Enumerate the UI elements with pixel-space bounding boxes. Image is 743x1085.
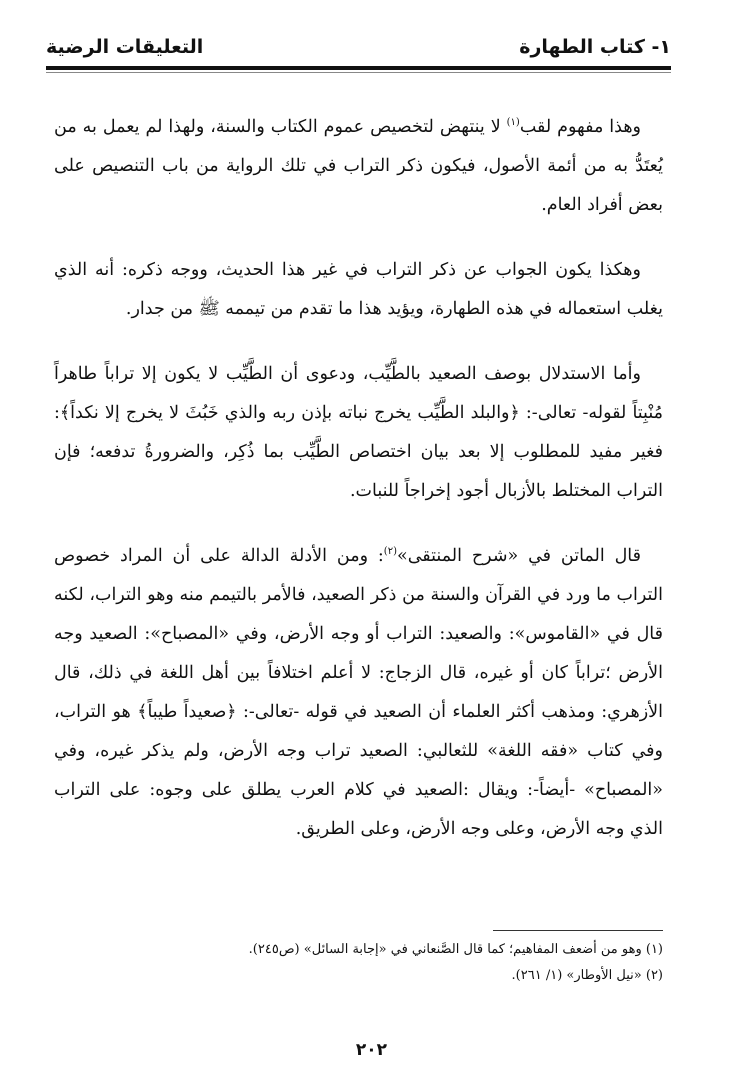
footnotes <box>80 930 663 989</box>
paragraph-4-text-b: : ومن الأدلة الدالة على أن المراد خصوص التراب ما ورد في القرآن والسنة من ذكر الصعيد، فالأمر بالتيمم منه وهو التراب، لكنه قال في «القاموس»: والصعيد: التراب أو وجه الأرض، وفي «المصباح»: الصعيد وجه الأرض ؛تراباً كان أو غيره، قال الزجاج: لا أعلم اختلافاً بين أهل اللغة في ذلك، قال الأزهري: ومذهب أكثر العلماء أن الصعيد في قوله -تعالى-: ﴿صعيداً طيباً﴾ هو التراب، وفي كتاب «فقه اللغة» للثعالبي: الصعيد تراب وجه الأرض، ولم يذكر غيره، وفي «المصباح» -أيضاً-: ويقال :الصعيد في كلام العرب يطلق على وجوه: على التراب الذي وجه الأرض، وعلى وجه الأرض، وعلى الطريق. <box>54 546 663 839</box>
page-number: ٢٠٢ <box>355 1040 388 1060</box>
footnote-ref-2: (٢) <box>383 546 397 558</box>
footnote-ref-1: (١) <box>506 117 520 129</box>
footnote-2: (٢) «نيل الأوطار» (١/ ٢٦١). <box>511 968 663 983</box>
header-divider-thin <box>46 72 671 73</box>
running-header <box>46 30 671 70</box>
paragraph-1-text-b: لا ينتهض لتخصيص عموم الكتاب والسنة، ولهذا لم يعمل به من يُعتَدُّ به من أئمة الأصول، فيكون ذكر التراب في تلك الرواية من باب التنصيص على بعض أفراد العام. <box>54 117 663 215</box>
footnote-1: (١) وهو من أضعف المفاهيم؛ كما قال الصَّنعاني في «إجابة السائل» (ص٢٤٥). <box>248 942 663 957</box>
paragraph-4 <box>54 537 663 849</box>
paragraph-2: وهكذا يكون الجواب عن ذكر التراب في غير هذا الحديث، ووجه ذكره: أنه الذي يغلب استعماله في هذه الطهارة، ويؤيد هذا ما تقدم من تيممه ﷺ من جدار. <box>54 260 663 319</box>
book-title: التعليقات الرضية <box>46 36 204 58</box>
paragraph-4-text-a: قال الماتن في «شرح المنتقى» <box>396 546 642 566</box>
footnote-divider <box>493 930 663 931</box>
header-divider <box>46 66 671 70</box>
body-text <box>54 108 663 875</box>
paragraph-1-text-a: وهذا مفهوم لقب <box>519 117 641 137</box>
paragraph-3: وأما الاستدلال بوصف الصعيد بالطَّيِّب، ودعوى أن الطَّيِّب لا يكون إلا تراباً طاهراً مُنْبِتاً لقوله- تعالى-: ﴿والبلد الطَّيِّب يخرج نباته بإذن ربه والذي خَبُثَ لا يخرج إلا نكداً﴾: فغير مفيد للمطلوب إلا بعد بيان اختصاص الطَّيِّب بما ذُكِر، والضرورةُ تدفعه؛ فإن التراب المختلط بالأزبال أجود إخراجاً للنبات. <box>54 364 663 501</box>
chapter-title: ١- كتاب الطهارة <box>519 36 671 58</box>
paragraph-1 <box>54 108 663 225</box>
